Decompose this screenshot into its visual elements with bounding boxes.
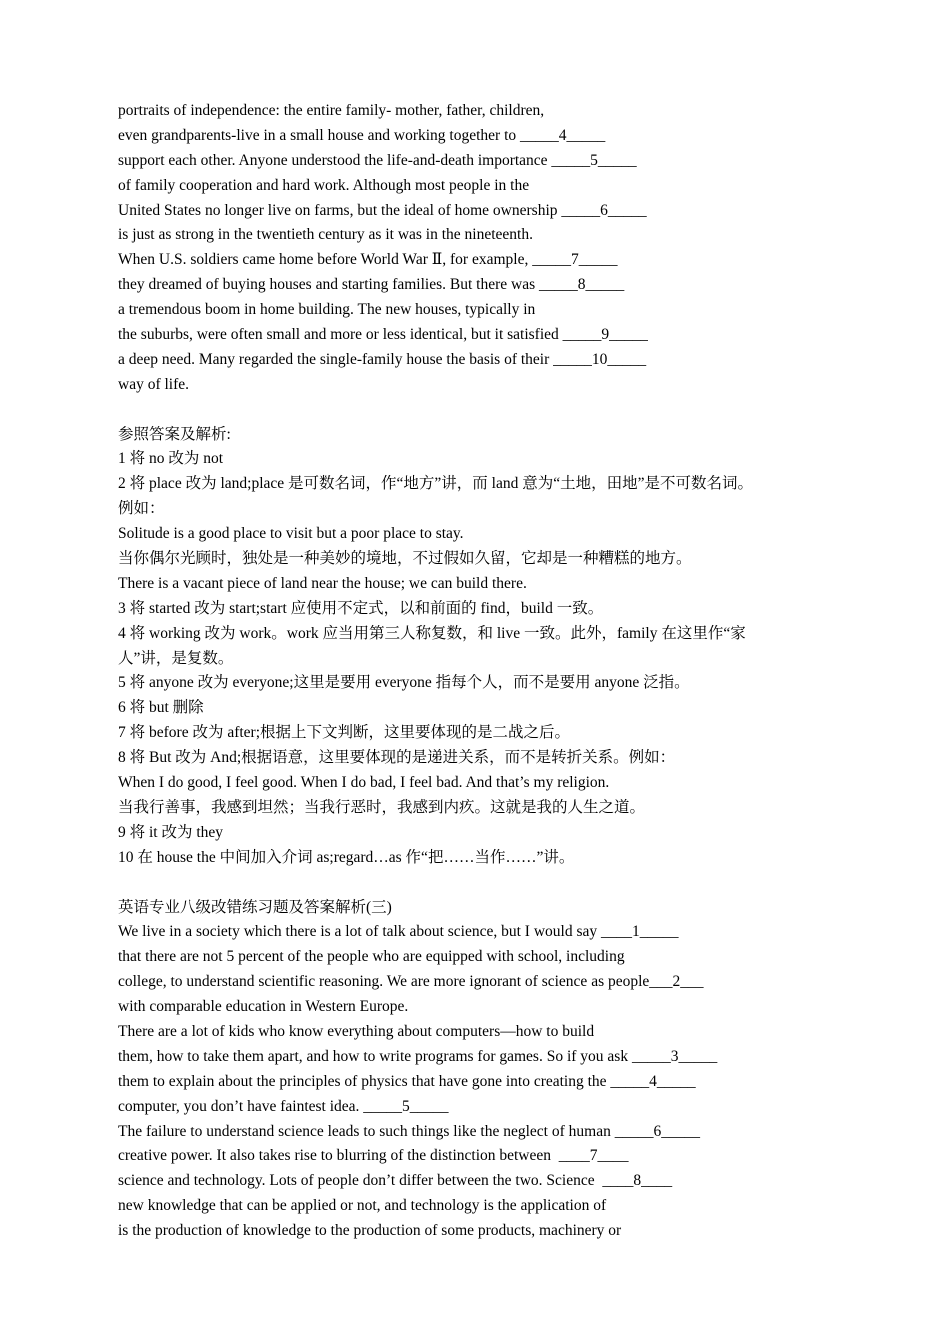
answer-line: 7 将 before 改为 after;根据上下文判断，这里要体现的是二战之后。 — [118, 724, 571, 742]
passage-line: even grandparents-live in a small house and working together to _____4_____ — [118, 126, 606, 144]
exercise-line: that there are not 5 percent of the people who are equipped with school, including — [118, 948, 625, 966]
passage-line: they dreamed of buying houses and starting families. But there was _____8_____ — [118, 276, 625, 294]
passage-line: the suburbs, were often small and more or less identical, but it satisfied _____9_____ — [118, 326, 648, 344]
exercise-line: There are a lot of kids who know everything about computers—how to build — [118, 1022, 595, 1040]
exercise-line: them to explain about the principles of physics that have gone into creating the _____4_____ — [118, 1072, 696, 1090]
answer-line: 5 将 anyone 改为 everyone;这里是要用 everyone 指每个人，而不是要用 anyone 泛指。 — [118, 674, 690, 692]
exercise-line: computer, you don’t have faintest idea. _____5_____ — [118, 1097, 449, 1115]
answer-line: 例如： — [118, 500, 165, 518]
answer-line: 1 将 no 改为 not — [118, 450, 224, 468]
answer-line: 6 将 but 删除 — [118, 699, 204, 717]
spacer — [118, 398, 918, 423]
passage-line: When U.S. soldiers came home before World War Ⅱ, for example, _____7_____ — [118, 251, 618, 269]
passage-line: a tremendous boom in home building. The new houses, typically in — [118, 301, 536, 319]
passage-line: way of life. — [118, 375, 190, 393]
answer-line: When I do good, I feel good. When I do bad, I feel bad. And that’s my religion. — [118, 774, 610, 792]
exercise-title: 英语专业八级改错练习题及答案解析(三) — [118, 898, 392, 916]
answer-line: 8 将 But 改为 And;根据语意，这里要体现的是递进关系，而不是转折关系。例如： — [118, 749, 676, 767]
exercise-line: new knowledge that can be applied or not, and technology is the application of — [118, 1197, 607, 1215]
exercise-line: them, how to take them apart, and how to write programs for games. So if you ask _____3_____ — [118, 1047, 718, 1065]
answer-line: 3 将 started 改为 start;start 应使用不定式，以和前面的 find，build 一致。 — [118, 599, 604, 617]
answer-line: 当你偶尔光顾时，独处是一种美妙的境地，不过假如久留，它却是一种糟糕的地方。 — [118, 550, 692, 568]
answer-line: 10 在 house the 中间加入介词 as;regard…as 作“把……当作……”讲。 — [118, 848, 575, 866]
exercise-line: science and technology. Lots of people don’t differ between the two. Science ____8____ — [118, 1172, 673, 1190]
exercise-line: We live in a society which there is a lot of talk about science, but I would say ____1_____ — [118, 923, 679, 941]
answer-line: 当我行善事，我感到坦然；当我行恶时，我感到内疚。这就是我的人生之道。 — [118, 798, 646, 816]
answer-line: Solitude is a good place to visit but a poor place to stay. — [118, 525, 464, 543]
passage-line: is just as strong in the twentieth century as it was in the nineteenth. — [118, 226, 533, 244]
exercise-line: with comparable education in Western Europe. — [118, 998, 409, 1016]
passage-line: portraits of independence: the entire family- mother, father, children, — [118, 102, 545, 119]
answer-line: 2 将 place 改为 land;place 是可数名词，作“地方”讲，而 land 意为“土地，田地”是不可数名词。 — [118, 475, 753, 493]
answers-heading: 参照答案及解析: — [118, 425, 231, 443]
answer-line: There is a vacant piece of land near the house; we can build there. — [118, 574, 527, 592]
answers-section — [118, 423, 918, 871]
exercise-line: is the production of knowledge to the production of some products, machinery or — [118, 1222, 622, 1240]
passage-line: United States no longer live on farms, but the ideal of home ownership _____6_____ — [118, 201, 647, 219]
exercise-line: creative power. It also takes rise to blurring of the distinction between ____7____ — [118, 1147, 629, 1165]
passage-2-text — [118, 99, 918, 398]
exercise-3-section — [118, 896, 918, 1244]
answer-line: 人”讲，是复数。 — [118, 649, 234, 667]
passage-line: support each other. Anyone understood the life-and-death importance _____5_____ — [118, 151, 637, 169]
document-page — [118, 99, 918, 1244]
exercise-line: college, to understand scientific reasoning. We are more ignorant of science as people___2___ — [118, 973, 704, 991]
answer-line: 4 将 working 改为 work。work 应当用第三人称复数，和 live 一致。此外，family 在这里作“家 — [118, 624, 746, 642]
passage-line: of family cooperation and hard work. Although most people in the — [118, 176, 530, 194]
answer-line: 9 将 it 改为 they — [118, 823, 224, 841]
spacer — [118, 871, 918, 896]
passage-line: a deep need. Many regarded the single-family house the basis of their _____10_____ — [118, 350, 647, 368]
exercise-line: The failure to understand science leads to such things like the neglect of human _____6_____ — [118, 1122, 700, 1140]
